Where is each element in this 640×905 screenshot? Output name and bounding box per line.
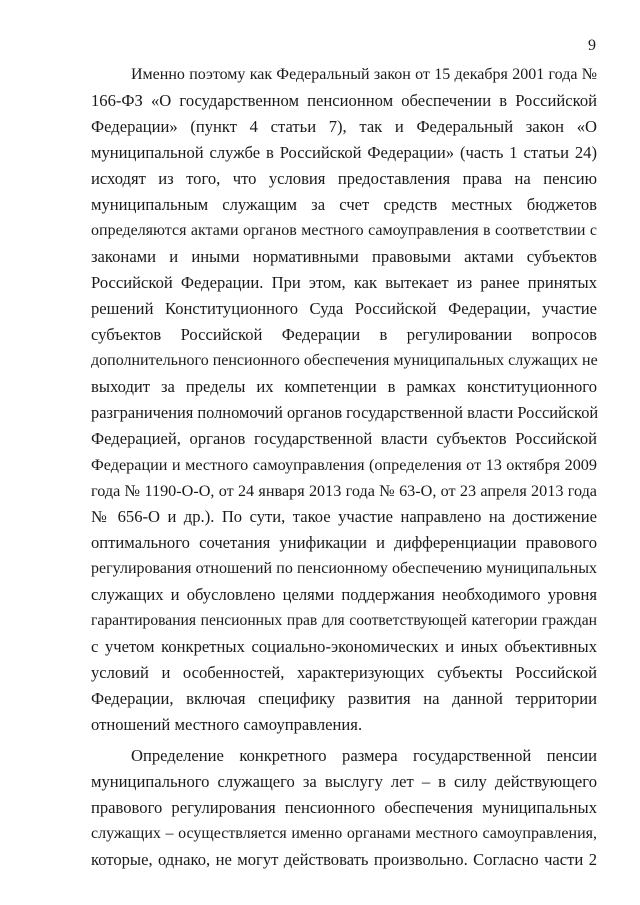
paragraph-1-line-24: условий и особенностей, характеризующих субъекты Российской xyxy=(91,663,597,682)
paragraph-1-line-10: решений Конституционного Суда Российской Федерации, участие xyxy=(91,299,597,318)
paragraph-1-line-4: муниципальной службе в Российской Федерации» (часть 1 статьи 24) xyxy=(91,143,597,162)
paragraph-1-line-17: года № 1190-О-О, от 24 января 2013 года № 63-О, от 23 апреля 2013 года xyxy=(91,482,597,500)
paragraph-1-line-23: с учетом конкретных социально-экономических и иных объективных xyxy=(91,637,597,656)
paragraph-1-line-7: определяются актами органов местного самоуправления в соответствии с xyxy=(91,222,597,239)
paragraph-1-line-3: Федерации» (пункт 4 статьи 7), так и Федеральный закон «О xyxy=(91,117,597,136)
paragraph-1-line-11: субъектов Российской Федерации в регулировании вопросов xyxy=(91,325,597,344)
page-number: 9 xyxy=(588,37,596,54)
paragraph-1-line-21: служащих и обусловлено целями поддержания необходимого уровня xyxy=(91,585,597,604)
paragraph-1-line-16: Федерации и местного самоуправления (определения от 13 октября 2009 xyxy=(91,456,597,474)
paragraph-2-line-1: Определение конкретного размера государственной пенсии xyxy=(131,746,597,765)
paragraph-1-line-15: Федерацией, органов государственной власти субъектов Российской xyxy=(91,429,597,448)
paragraph-1-line-5: исходят из того, что условия предоставления права на пенсию xyxy=(91,169,597,188)
paragraph-1-line-14: разграничения полномочий органов государственной власти Российской xyxy=(91,403,599,422)
paragraph-2-line-2: муниципального служащего за выслугу лет – в силу действующего xyxy=(91,772,597,791)
paragraph-2-line-4: служащих – осуществляется именно органами местного самоуправления, xyxy=(91,825,597,842)
paragraph-1-line-20: регулирования отношений по пенсионному обеспечению муниципальных xyxy=(91,560,597,577)
paragraph-1-line-8: законами и иными нормативными правовыми актами субъектов xyxy=(91,247,597,266)
paragraph-1-line-19: оптимального сочетания унификации и дифференциации правового xyxy=(91,533,597,552)
paragraph-2-line-5: которые, однако, не могут действовать произвольно. Согласно части 2 xyxy=(91,850,597,869)
paragraph-1-line-13: выходит за пределы их компетенции в рамках конституционного xyxy=(91,377,597,396)
paragraph-1-line-2: 166-ФЗ «О государственном пенсионном обеспечении в Российской xyxy=(91,91,597,110)
paragraph-2-line-3: правового регулирования пенсионного обеспечения муниципальных xyxy=(91,798,597,817)
paragraph-1-line-25: Федерации, включая специфику развития на данной территории xyxy=(91,689,597,708)
paragraph-1-line-1: Именно поэтому как Федеральный закон от 15 декабря 2001 года № xyxy=(131,66,597,83)
paragraph-1-line-12: дополнительного пенсионного обеспечения муниципальных служащих не xyxy=(91,352,598,369)
paragraph-1-line-9: Российской Федерации. При этом, как вытекает из ранее принятых xyxy=(91,273,597,292)
paragraph-1-line-22: гарантирования пенсионных прав для соответствующей категории граждан xyxy=(91,612,597,629)
paragraph-1-line-6: муниципальным служащим за счет средств местных бюджетов xyxy=(91,195,597,214)
paragraph-1-line-26: отношений местного самоуправления. xyxy=(91,715,363,734)
paragraph-1-line-18: № 656-О и др.). По сути, такое участие направлено на достижение xyxy=(91,507,597,526)
